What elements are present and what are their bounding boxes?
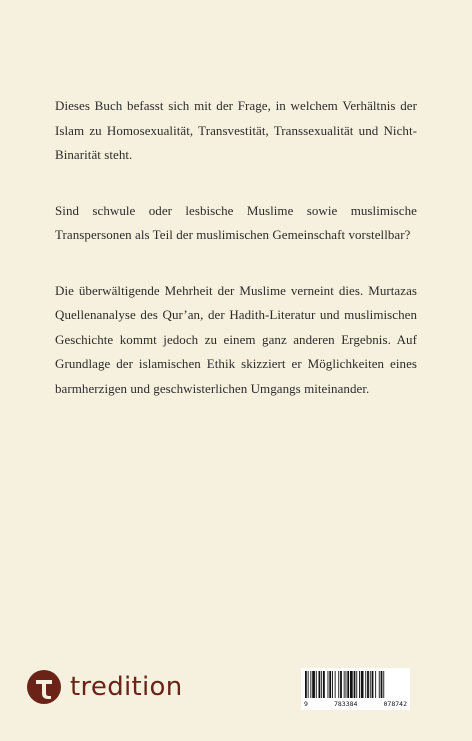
barcode-bars: [305, 671, 406, 698]
publisher-logo-icon: [27, 670, 61, 704]
blurb-paragraph-3: Die überwältigende Mehrheit der Muslime verneint dies. Murtazas Quellenanalyse des Qur’an, der Hadith-Literatur und muslimischen Geschichte kommt jedoch zu einem ganz anderen Ergebnis. Auf Grundlage der islamischen Ethik skizziert er Möglichkeiten eines barmherzigen und geschwisterlichen Umgangs miteinander.: [55, 282, 417, 396]
barcode-digits: [301, 700, 410, 708]
publisher-name: tredition: [70, 672, 183, 702]
barcode-digit-group-2: 078742: [383, 700, 407, 708]
publisher-logo: [27, 669, 183, 705]
barcode-digit-group-1: 783384: [333, 700, 358, 708]
isbn-barcode: [301, 668, 410, 710]
blurb-paragraph-2: Sind schwule oder lesbische Muslime sowie muslimische Transpersonen als Teil der muslimischen Gemeinschaft vorstellbar?: [55, 202, 417, 242]
blurb-paragraph-1: Dieses Buch befasst sich mit der Frage, in welchem Verhältnis der Islam zu Homosexualität, Transvestität, Transsexualität und Nicht-Binarität steht.: [55, 98, 417, 162]
barcode-digit-prefix: 9: [304, 700, 308, 708]
back-cover-blurb: [55, 94, 417, 432]
